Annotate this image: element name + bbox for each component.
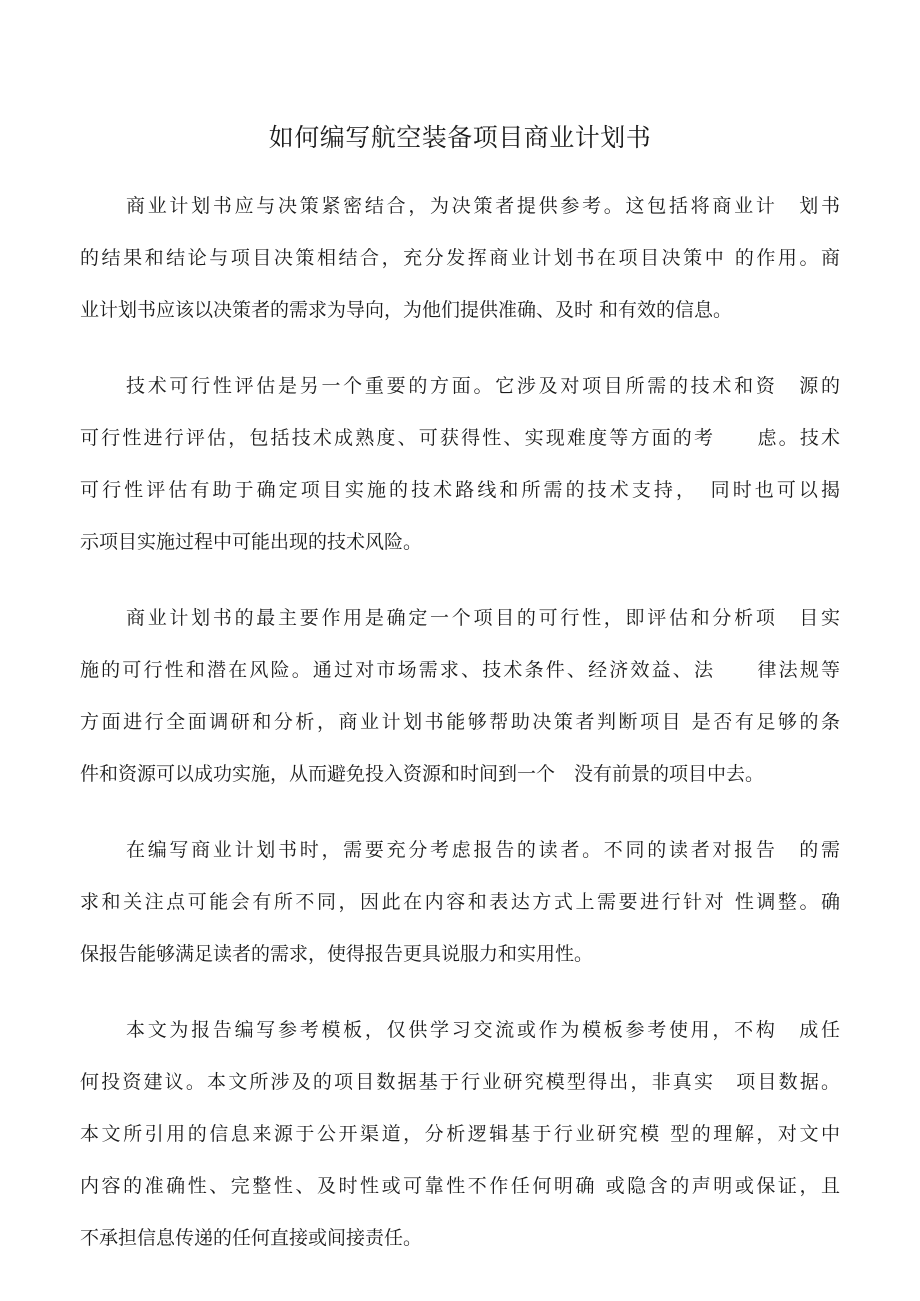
paragraph-line: 件和资源可以成功实施，从而避免投入资源和时间到一个 没有前景的项目中去。 — [80, 763, 765, 785]
paragraph-line: 的结果和结论与项目决策相结合，充分发挥商业计划书在项目决策中 的作用。商 — [80, 247, 840, 269]
paragraph-2 — [80, 360, 840, 568]
paragraph-line: 技术可行性评估是另一个重要的方面。它涉及对项目所需的技术和资 源的 — [126, 375, 840, 397]
paragraph-line: 内容的准确性、完整性、及时性或可靠性不作任何明确 或隐含的声明或保证，且 — [80, 1175, 840, 1197]
paragraph-line: 求和关注点可能会有所不同，因此在内容和表达方式上需要进行针对 性调整。确 — [80, 891, 840, 913]
paragraph-line: 本文所引用的信息来源于公开渠道，分析逻辑基于行业研究模 型的理解，对文中 — [80, 1123, 840, 1145]
document-title: 如何编写航空装备项目商业计划书 — [268, 123, 652, 152]
paragraph-line: 业计划书应该以决策者的需求为导向，为他们提供准确、及时 和有效的信息。 — [80, 299, 733, 321]
paragraph-line: 示项目实施过程中可能出现的技术风险。 — [80, 531, 423, 553]
paragraph-line: 可行性评估有助于确定项目实施的技术路线和所需的技术支持， 同时也可以揭 — [80, 479, 840, 501]
document-body — [80, 180, 840, 1288]
paragraph-4 — [80, 824, 840, 980]
paragraph-line: 不承担信息传递的任何直接或间接责任。 — [80, 1227, 423, 1249]
paragraph-line: 何投资建议。本文所涉及的项目数据基于行业研究模型得出，非真实 项目数据。 — [80, 1071, 840, 1093]
paragraph-3 — [80, 592, 840, 800]
paragraph-line: 可行性进行评估，包括技术成熟度、可获得性、实现难度等方面的考 虑。技术 — [80, 427, 840, 449]
paragraph-1 — [80, 180, 840, 336]
paragraph-line: 本文为报告编写参考模板，仅供学习交流或作为模板参考使用，不构 成任 — [126, 1019, 840, 1041]
paragraph-line: 方面进行全面调研和分析，商业计划书能够帮助决策者判断项目 是否有足够的条 — [80, 711, 840, 733]
paragraph-line: 商业计划书的最主要作用是确定一个项目的可行性，即评估和分析项 目实 — [126, 607, 840, 629]
paragraph-line: 在编写商业计划书时，需要充分考虑报告的读者。不同的读者对报告 的需 — [126, 839, 840, 861]
paragraph-5 — [80, 1004, 840, 1264]
paragraph-line: 施的可行性和潜在风险。通过对市场需求、技术条件、经济效益、法 律法规等 — [80, 659, 840, 681]
paragraph-line: 保报告能够满足读者的需求，使得报告更具说服力和实用性。 — [80, 943, 594, 965]
paragraph-line: 商业计划书应与决策紧密结合，为决策者提供参考。这包括将商业计 划书 — [126, 195, 840, 217]
